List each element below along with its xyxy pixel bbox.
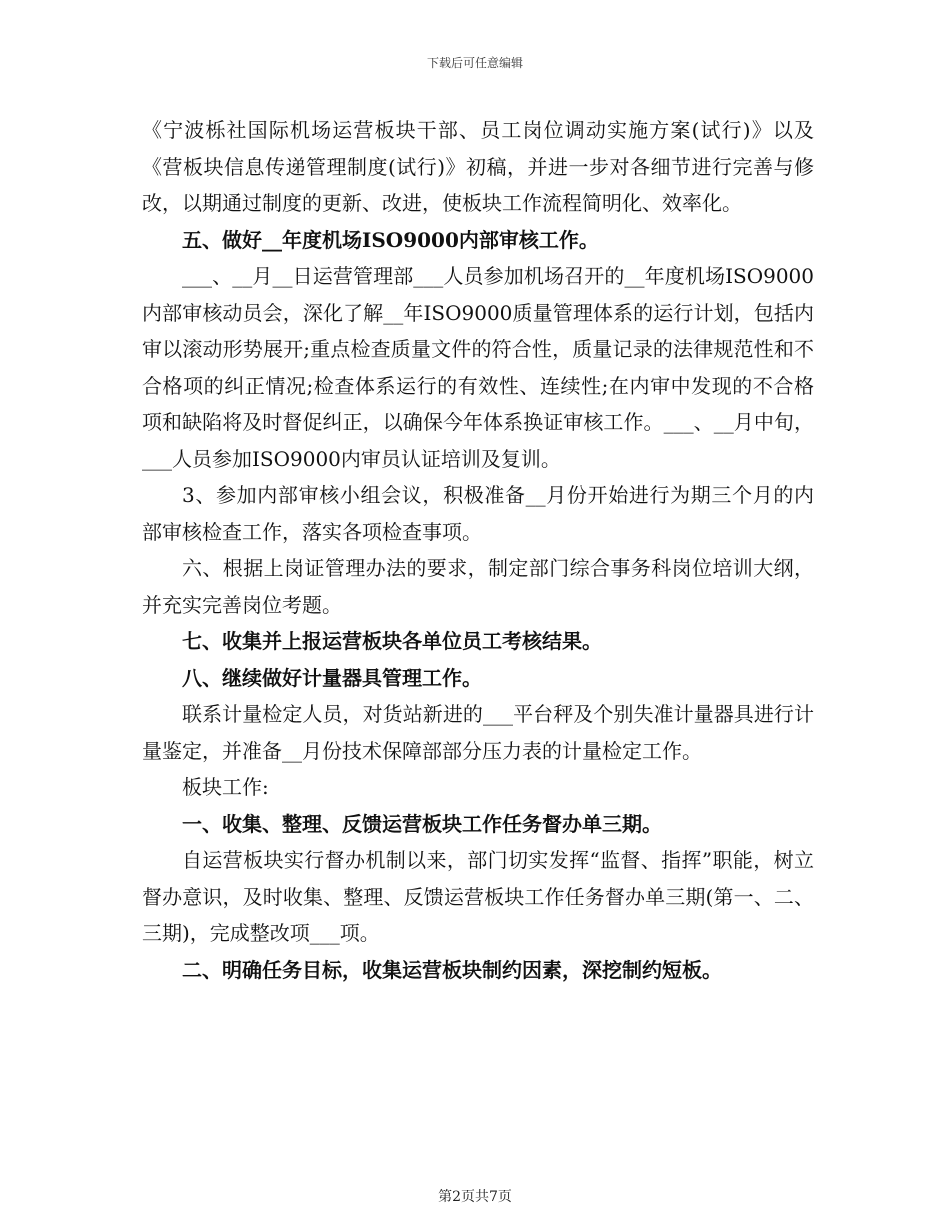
paragraph-6: 自运营板块实行督办机制以来，部门切实发挥“监督、指挥”职能，树立督办意识，及时收集、整理、反馈运营板块工作任务督办单三期(第一、二、三期)，完成整改项___项。: [142, 848, 814, 945]
section-heading-1: 一、收集、整理、反馈运营板块工作任务督办单三期。: [182, 811, 662, 836]
paragraph-2: ___、__月__日运营管理部___人员参加机场召开的__年度机场ISO9000内部审核动员会，深化了解__年ISO9000质量管理体系的运行计划，包括内审以滚动形势展开;重点检查质量文件的符合性，质量记录的法律规范性和不合格项的纠正情况;检查体系运行的有效性、连续性;在内审中发现的不合格项和缺陷将及时督促纠正，以确保今年体系换证审核工作。___、__月中旬，___人员参加ISO9000内审员认证培训及复训。: [142, 264, 814, 471]
paragraph-3: 3、参加内部审核小组会议，积极准备__月份开始进行为期三个月的内部审核检查工作，落实各项检查事项。: [142, 483, 814, 544]
section-heading-8: 八、继续做好计量器具管理工作。: [182, 665, 482, 690]
paragraph-5: 板块工作:: [182, 775, 269, 799]
page-footer: 第2页共7页: [438, 1189, 512, 1205]
paragraph-4: 联系计量检定人员，对货站新进的___平台秤及个别失准计量器具进行计量鉴定，并准备__月份技术保障部部分压力表的计量检定工作。: [142, 702, 814, 763]
section-heading-5: 五、做好__年度机场ISO9000内部审核工作。: [182, 227, 599, 252]
section-heading-6: 六、根据上岗证管理办法的要求，制定部门综合事务科岗位培训大纲，并充实完善岗位考题。: [142, 556, 814, 617]
paragraph-1: 《宁波栎社国际机场运营板块干部、员工岗位调动实施方案(试行)》以及《营板块信息传递管理制度(试行)》初稿，并进一步对各细节进行完善与修改，以期通过制度的更新、改进，使板块工作流程简明化、效率化。: [142, 118, 814, 215]
section-heading-2: 二、明确任务目标，收集运营板块制约因素，深挖制约短板。: [182, 957, 722, 982]
section-heading-7: 七、收集并上报运营板块各单位员工考核结果。: [182, 629, 602, 653]
document-body: [142, 112, 814, 988]
page-header-note: 下载后可任意编辑: [426, 56, 523, 70]
